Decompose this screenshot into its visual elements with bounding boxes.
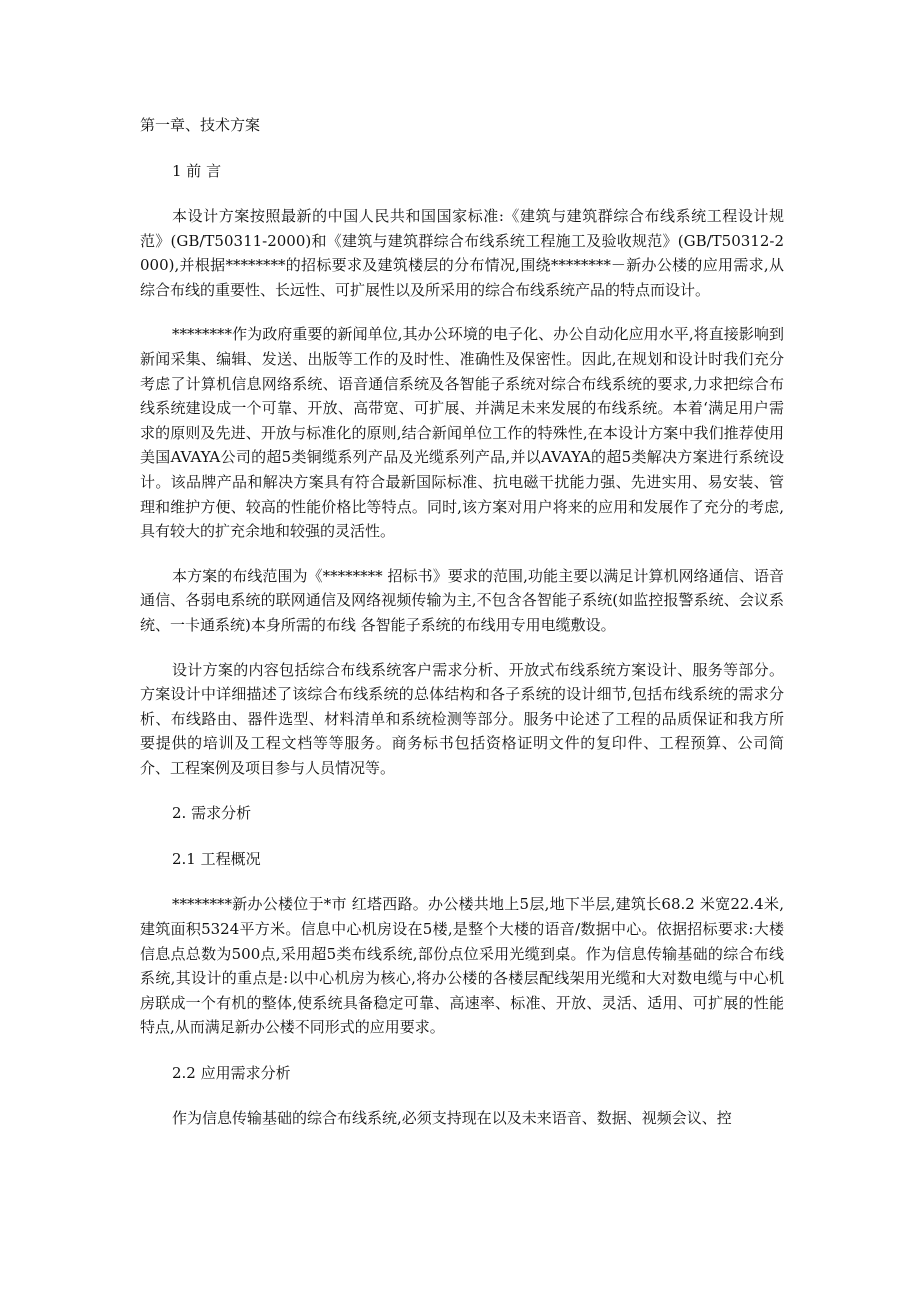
chapter-title: 第一章、技术方案 (140, 116, 261, 134)
paragraph-client-importance: ********作为政府重要的新闻单位,其办公环境的电子化、办公自动化应用水平,将直接影响到新闻采集、编辑、发送、出版等工作的及时性、准确性及保密性。因此,在规划和设计时我们充分考虑了计算机信息网络系统、语音通信系统及各智能子系统对综合布线系统的要求,力求把综合布线系统建设成一个可靠、开放、高带宽、可扩展、并满足未来发展的布线系统。本着‘满足用户需求的原则及先进、开放与标准化的原则,结合新闻单位工作的特殊性,在本设计方案中我们推荐使用美国AVAYA公司的超5类铜缆系列产品及光缆系列产品,并以AVAYA的超5类解决方案进行系统设计。该品牌产品和解决方案具有符合最新国际标准、抗电磁干扰能力强、先进实用、易安装、管理和维护方便、较高的性能价格比等特点。同时,该方案对用户将来的应用和发展作了充分的考虑,具有较大的扩充余地和较强的灵活性。 (140, 325, 784, 541)
heading-requirements: 2. 需求分析 (172, 804, 252, 823)
paragraph-scope: 本方案的布线范围为《******** 招标书》要求的范围,功能主要以满足计算机网络通信、语音通信、各弱电系统的联网通信及网络视频传输为主,不包含各智能子系统(如监控报警系统、会议系统、一卡通系统)本身所需的布线 各智能子系统的布线用专用电缆敷设。 (140, 566, 784, 634)
heading-project-overview: 2.1 工程概况 (172, 850, 261, 869)
paragraph-project-overview: ********新办公楼位于*市 红塔西路。办公楼共地上5层,地下半层,建筑长68.2 米宽22.4米,建筑面积5324平方米。信息中心机房设在5楼,是整个大楼的语音/数据中心。依据招标要求:大楼信息点总数为500点,采用超5类布线系统,部份点位采用光缆到桌。作为信息传输基础的综合布线系统,其设计的重点是:以中心机房为核心,将办公楼的各楼层配线架用光缆和大对数电缆与中心机房联成一个有机的整体,使系统具备稳定可靠、高速率、标准、开放、灵活、适用、可扩展的性能特点,从而满足新办公楼不同形式的应用要求。 (140, 895, 784, 1037)
heading-preface: 1 前 言 (172, 162, 222, 180)
paragraph-design-basis: 本设计方案按照最新的中国人民共和国国家标准:《建筑与建筑群综合布线系统工程设计规范》(GB/T50311-2000)和《建筑与建筑群综合布线系统工程施工及验收规范》(GB/T50312-2000),并根据********的招标要求及建筑楼层的分布情况,围绕********－新办公楼的应用需求,从综合布线的重要性、长远性、可扩展性以及所采用的综合布线系统产品的特点而设计。 (140, 207, 784, 299)
heading-application-needs: 2.2 应用需求分析 (172, 1064, 291, 1083)
document-page (140, 112, 784, 1151)
paragraph-application-needs: 作为信息传输基础的综合布线系统,必须支持现在以及未来语音、数据、视频会议、控 (172, 1109, 732, 1128)
paragraph-contents: 设计方案的内容包括综合布线系统客户需求分析、开放式布线系统方案设计、服务等部分。方案设计中详细描述了该综合布线系统的总体结构和各子系统的设计细节,包括布线系统的需求分析、布线路由、器件选型、材料清单和系统检测等部分。服务中论述了工程的品质保证和我方所要提供的培训及工程文档等等服务。商务标书包括资格证明文件的复印件、工程预算、公司简介、工程案例及项目参与人员情况等。 (140, 660, 784, 777)
